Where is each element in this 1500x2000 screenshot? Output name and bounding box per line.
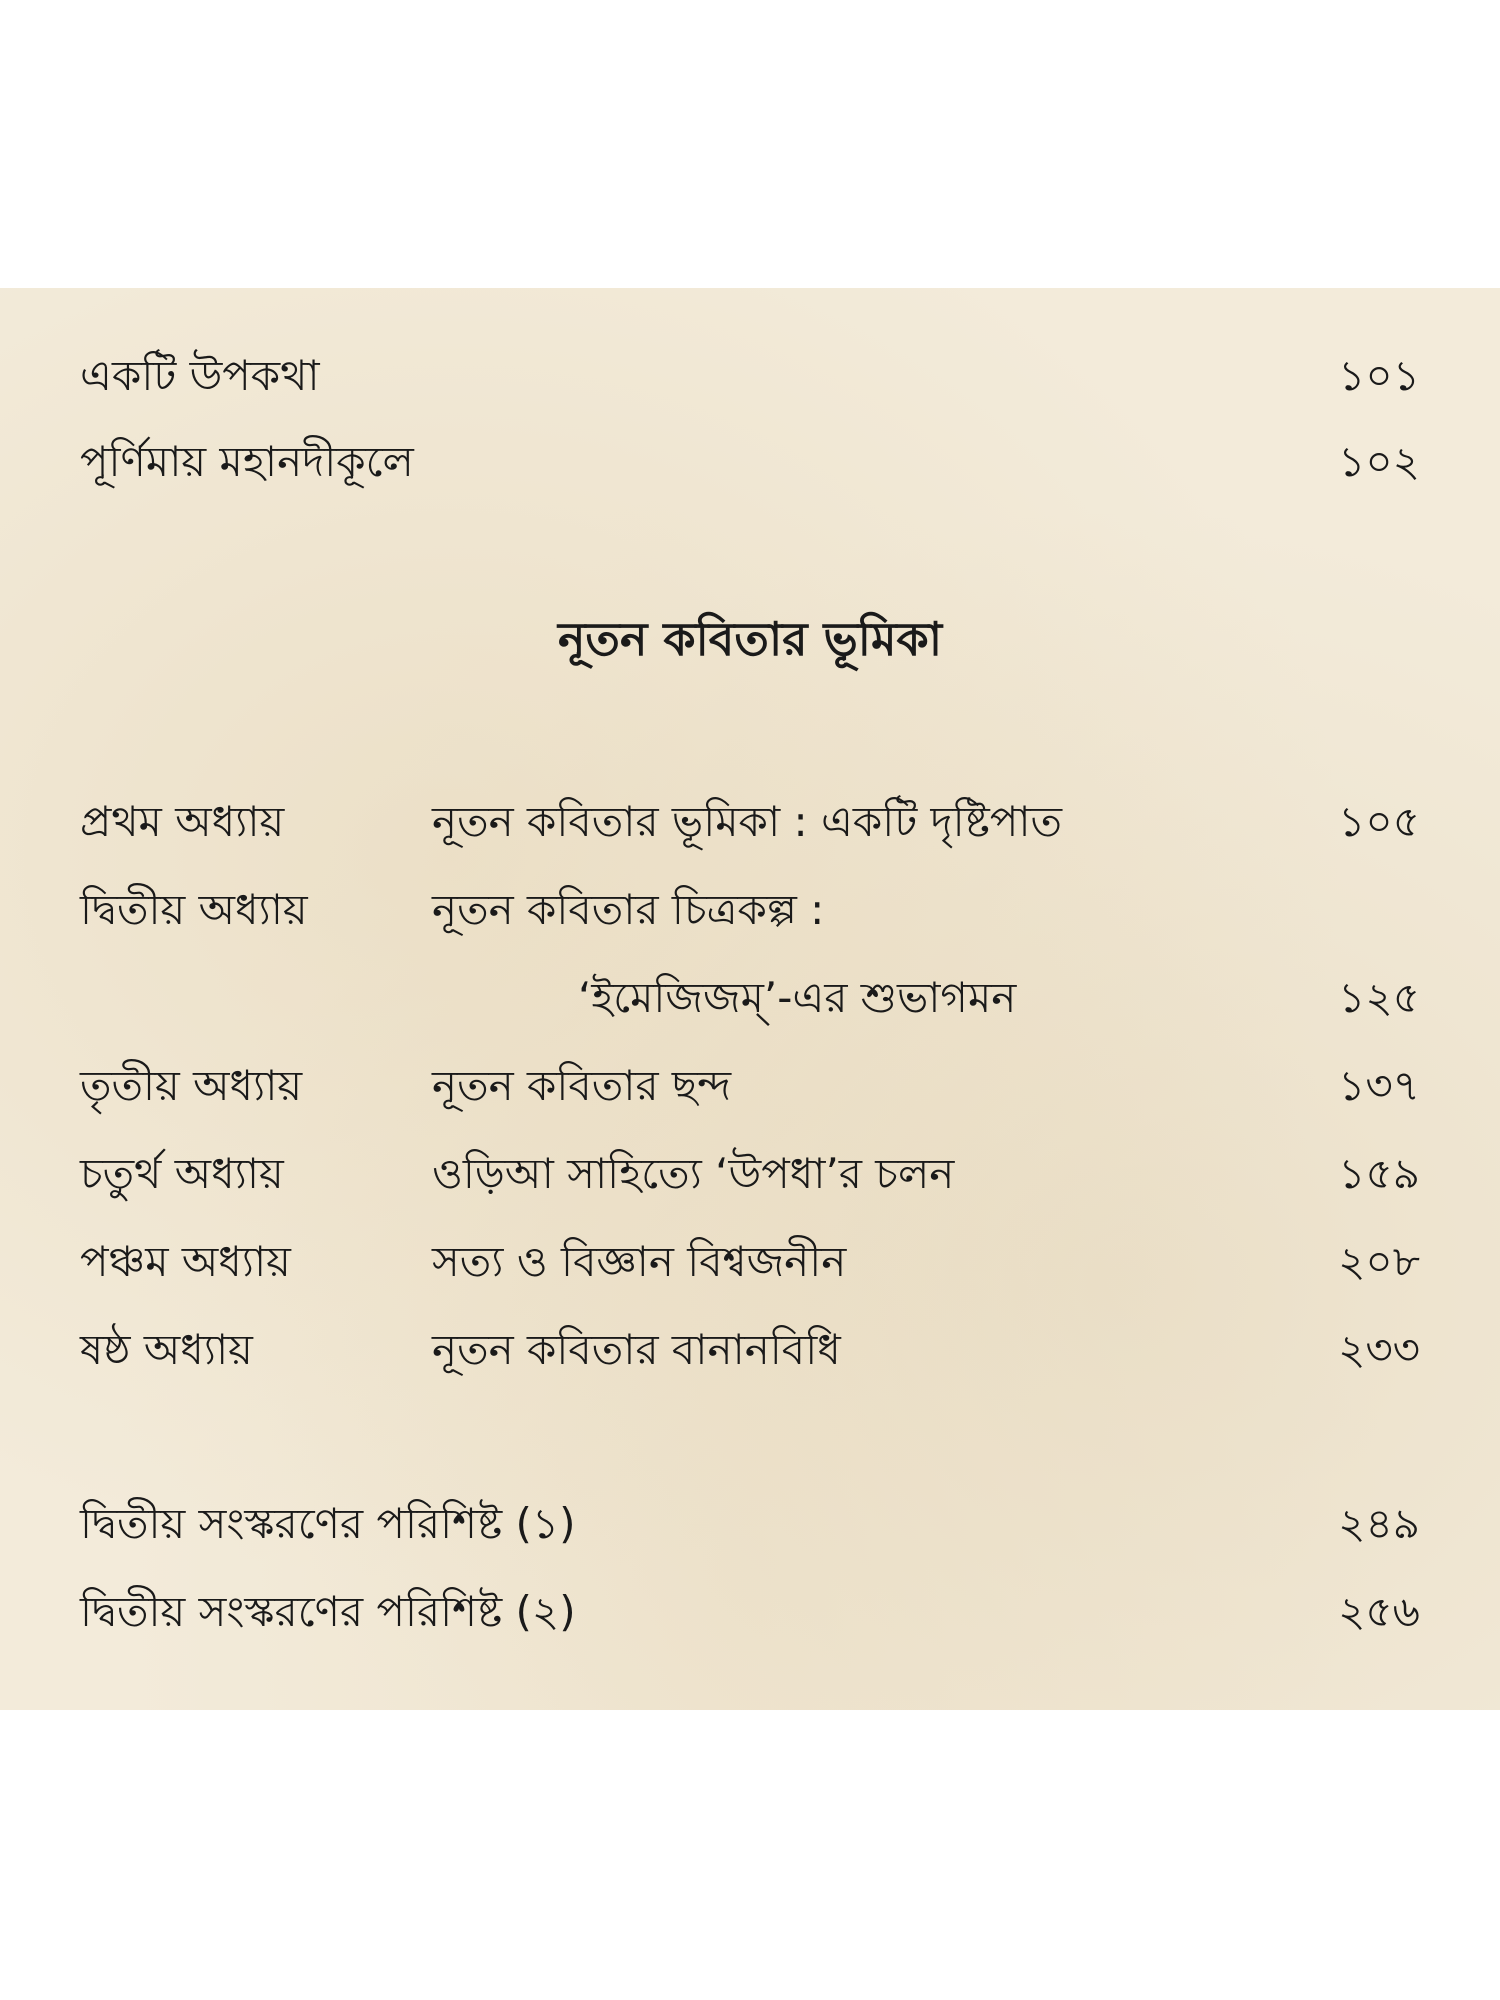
chapter-title: নূতন কবিতার বানানবিধি <box>432 1325 841 1374</box>
chapter-label: চতুর্থ অধ্যায় <box>80 1149 284 1198</box>
chapter-page: ১৩৭ <box>1338 1061 1420 1110</box>
appendix-title: দ্বিতীয় সংস্করণের পরিশিষ্ট (২) <box>80 1587 576 1636</box>
chapter-title: নূতন কবিতার ছন্দ <box>432 1061 732 1110</box>
chapter-title: নূতন কবিতার চিত্রকল্প : <box>432 885 825 934</box>
book-page <box>0 288 1500 1710</box>
chapter-label: প্রথম অধ্যায় <box>80 797 285 846</box>
chapter-title: সত্য ও বিজ্ঞান বিশ্বজনীন <box>432 1237 847 1286</box>
toc-entry-page: ১০২ <box>1338 437 1420 486</box>
chapter-label: তৃতীয় অধ্যায় <box>80 1061 303 1110</box>
chapter-page: ১৫৯ <box>1338 1149 1420 1198</box>
chapter-page: ১০৫ <box>1338 797 1420 846</box>
toc-entry-title: একটি উপকথা <box>80 351 320 400</box>
appendix-page: ২৫৬ <box>1338 1587 1420 1636</box>
chapter-label: ষষ্ঠ অধ্যায় <box>80 1325 253 1374</box>
chapter-title-continued: ‘ইমেজিজম্’-এর শুভাগমন <box>578 973 1017 1022</box>
chapter-page: ২৩৩ <box>1338 1325 1420 1374</box>
toc-entry-page: ১০১ <box>1338 351 1420 400</box>
section-heading: নূতন কবিতার ভূমিকা <box>557 612 943 666</box>
chapter-page: ১২৫ <box>1338 973 1420 1022</box>
chapter-label: পঞ্চম অধ্যায় <box>80 1237 291 1286</box>
chapter-title: ওড়িআ সাহিত্যে ‘উপধা’র চলন <box>432 1149 955 1198</box>
chapter-title: নূতন কবিতার ভূমিকা : একটি দৃষ্টিপাত <box>432 797 1063 846</box>
chapter-page: ২০৮ <box>1338 1237 1420 1286</box>
appendix-title: দ্বিতীয় সংস্করণের পরিশিষ্ট (১) <box>80 1499 576 1548</box>
toc-entry-title: পূর্ণিমায় মহানদীকূলে <box>80 437 414 486</box>
chapter-label: দ্বিতীয় অধ্যায় <box>80 885 308 934</box>
appendix-page: ২৪৯ <box>1338 1499 1420 1548</box>
